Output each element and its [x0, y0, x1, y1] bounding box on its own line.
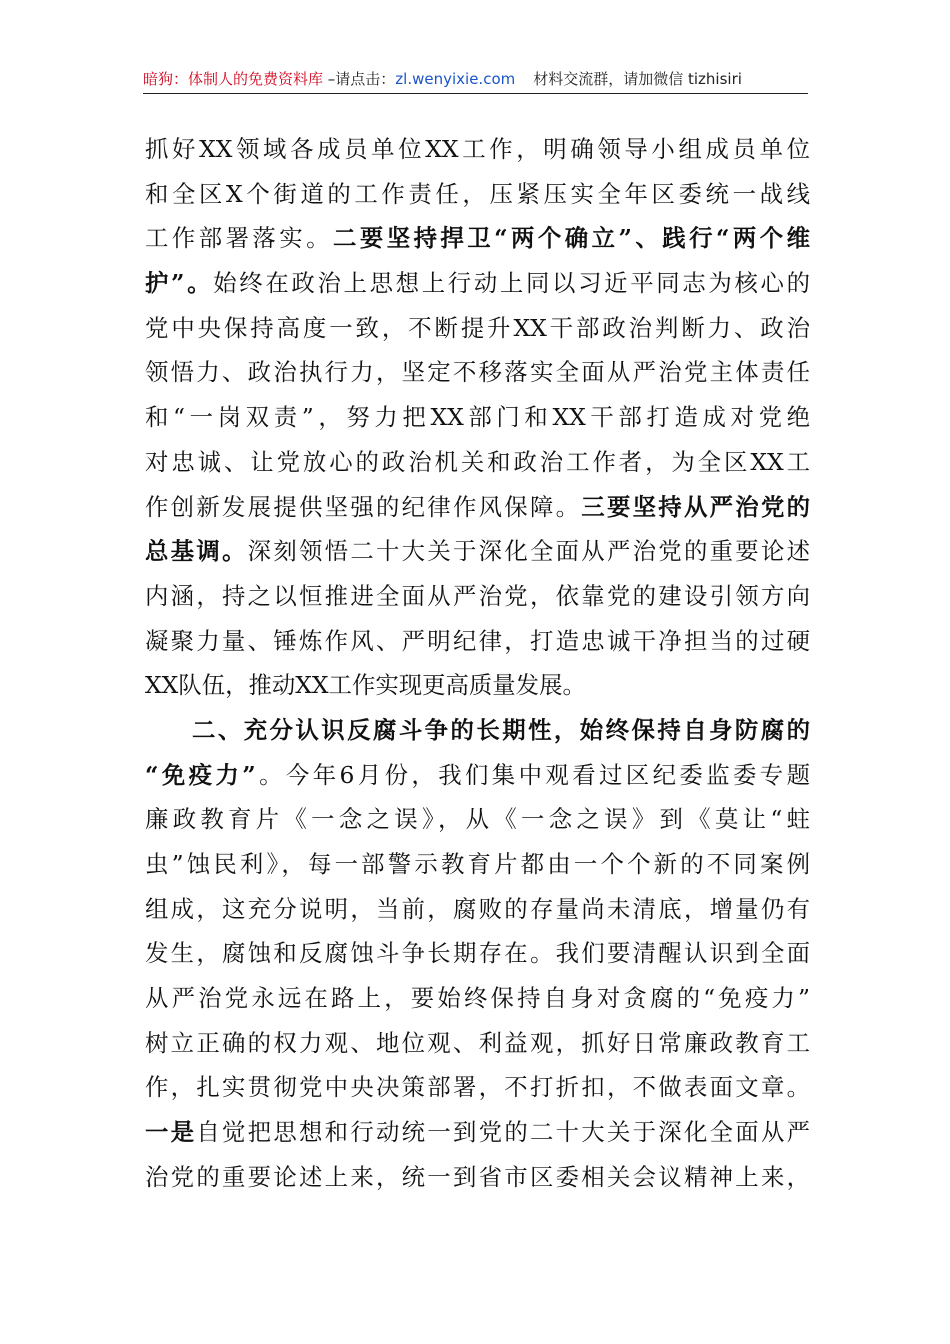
- header-brand: 暗狗：体制人的免费资料库: [143, 70, 324, 88]
- text-line: [145, 1065, 810, 1110]
- text-span: 。今年6月份，我们集中观看过区纪委监委专题: [255, 760, 810, 789]
- text-line: [145, 663, 810, 708]
- bold-text: 总基调。: [145, 537, 248, 566]
- text-line: [145, 753, 810, 798]
- text-line: [145, 395, 810, 440]
- text-line: [145, 887, 810, 932]
- bold-text: 一是: [145, 1118, 197, 1147]
- text-line: [145, 440, 810, 485]
- text-line: [145, 172, 810, 217]
- text-line: [145, 127, 810, 172]
- header-contact: 材料交流群，请加微信 tizhisiri: [533, 70, 742, 88]
- text-span: 工作部署落实。: [145, 224, 333, 253]
- bold-text: 三要坚持从严治党的: [581, 492, 811, 521]
- text-line: [145, 619, 810, 664]
- text-span: 内涵，持之以恒推进全面从严治党，依靠党的建设引领方向: [145, 581, 810, 610]
- text-line: [145, 574, 810, 619]
- text-span: 治党的重要论述上来，统一到省市区委相关会议精神上来，: [145, 1162, 810, 1191]
- text-span: 从严治党永远在路上，要始终保持自身对贪腐的“免疫力”: [145, 984, 810, 1013]
- text-span: 组成，这充分说明，当前，腐败的存量尚未清底，增量仍有: [145, 894, 810, 923]
- page-header: [143, 68, 808, 94]
- text-span: 树立正确的权力观、地位观、利益观，抓好日常廉政教育工: [145, 1028, 810, 1057]
- text-span: 廉政教育片《一念之误》，从《一念之误》到《莫让“蛀: [145, 805, 810, 834]
- header-separator: –请点击：: [323, 70, 396, 88]
- text-span: 抓好XX领域各成员单位XX工作，明确领导小组成员单位: [145, 135, 810, 163]
- text-line: [145, 216, 810, 261]
- text-line: [145, 485, 810, 530]
- text-span: 凝聚力量、锤炼作风、严明纪律，打造忠诚干净担当的过硬: [145, 626, 810, 655]
- text-span: XX队伍，推动XX工作实现更高质量发展。: [145, 671, 586, 700]
- text-span: 领悟力、政治执行力，坚定不移落实全面从严治党主体责任: [145, 358, 810, 387]
- text-line: [145, 1155, 810, 1200]
- bold-text: 护”。: [145, 269, 214, 298]
- text-line: [145, 931, 810, 976]
- text-span: 党中央保持高度一致，不断提升XX干部政治判断力、政治: [145, 313, 810, 342]
- text-line: [145, 261, 810, 306]
- text-span: 和“一岗双责”，努力把XX部门和XX干部打造成对党绝: [145, 403, 810, 432]
- text-line: [145, 842, 810, 887]
- text-span: 始终在政治上思想上行动上同以习近平同志为核心的: [213, 269, 810, 298]
- text-line: [145, 797, 810, 842]
- text-span: 发生，腐蚀和反腐蚀斗争长期存在。我们要清醒认识到全面: [145, 939, 810, 968]
- bold-text: 二、充分认识反腐斗争的长期性，始终保持自身防腐的: [192, 715, 810, 744]
- header-url-link[interactable]: zl.wenyixie.com: [395, 70, 516, 88]
- text-span: 和全区X个街道的工作责任，压紧压实全年区委统一战线: [145, 179, 810, 208]
- text-span: 作，扎实贯彻党中央决策部署，不打折扣，不做表面文章。: [145, 1073, 810, 1102]
- bold-text: 二要坚持捍卫“两个确立”、践行“两个维: [333, 224, 810, 253]
- text-span: 自觉把思想和行动统一到党的二十大关于深化全面从严: [196, 1118, 811, 1147]
- text-line: [145, 1021, 810, 1066]
- text-line: [145, 350, 810, 395]
- text-span: 作创新发展提供坚强的纪律作风保障。: [145, 492, 582, 521]
- text-line: [145, 306, 810, 351]
- document-body: [145, 127, 810, 1200]
- text-span: 深刻领悟二十大关于深化全面从严治党的重要论述: [247, 537, 811, 566]
- text-line: [145, 1110, 810, 1155]
- bold-text: “免疫力”: [145, 760, 256, 789]
- text-line: [145, 976, 810, 1021]
- text-span: 对忠诚、让党放心的政治机关和政治工作者，为全区XX工: [145, 447, 810, 476]
- text-line: [145, 708, 810, 753]
- text-line: [145, 529, 810, 574]
- text-span: 虫”蚀民利》，每一部警示教育片都由一个个新的不同案例: [145, 850, 810, 878]
